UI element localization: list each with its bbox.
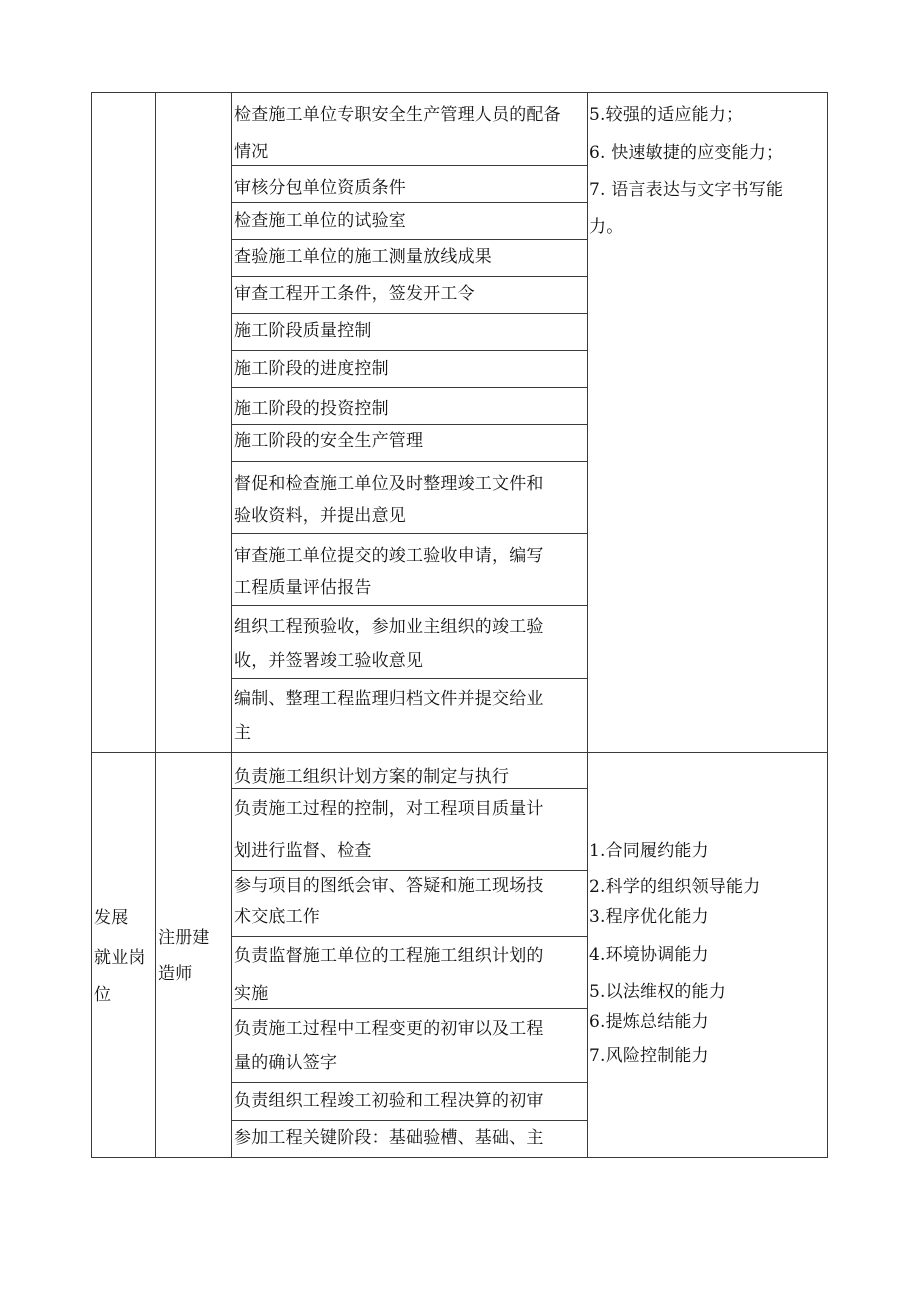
ability-text: 3.程序优化能力 [589,907,709,927]
column-line-3 [231,92,232,1158]
position-text: 注册建 [158,928,210,948]
row-divider [231,1008,587,1009]
duty-text: 查验施工单位的施工测量放线成果 [234,247,492,267]
duty-text: 实施 [234,984,269,1004]
category-text: 就业岗 [94,948,146,968]
row-divider [231,461,587,462]
row-divider [231,165,587,166]
duty-text: 量的确认签字 [234,1053,338,1073]
category-text: 发展 [94,908,129,928]
column-line-5 [827,92,828,1158]
ability-text: 4.环境协调能力 [589,945,709,965]
duty-text: 编制、整理工程监理归档文件并提交给业 [234,689,544,709]
column-line-4 [587,92,588,1158]
ability-text: 2.科学的组织领导能力 [589,877,761,897]
ability-text: 力。 [589,217,624,237]
duty-text: 施工阶段的安全生产管理 [234,431,424,451]
duty-text: 审查施工单位提交的竣工验收申请，编写 [234,546,544,566]
duty-text: 检查施工单位的试验室 [234,211,406,231]
duty-text: 审查工程开工条件，签发开工令 [234,284,475,304]
ability-text: 7.风险控制能力 [589,1046,709,1066]
ability-text: 5.以法维权的能力 [589,982,727,1002]
duty-text: 负责组织工程竣工初验和工程决算的初审 [234,1091,544,1111]
duty-text: 检查施工单位专职安全生产管理人员的配备 [234,105,561,125]
ability-text: 5.较强的适应能力； [589,105,744,125]
duty-text: 参与项目的图纸会审、答疑和施工现场技 [234,876,544,896]
duty-text: 情况 [234,142,269,162]
ability-text: 6. 快速敏捷的应变能力； [589,143,784,163]
duty-text: 参加工程关键阶段：基础验槽、基础、主 [234,1128,544,1148]
duty-text: 验收资料，并提出意见 [234,506,406,526]
ability-text: 6.提炼总结能力 [589,1012,709,1032]
table-top-border [91,92,828,93]
duty-text: 负责监督施工单位的工程施工组织计划的 [234,946,544,966]
duty-text: 术交底工作 [234,907,320,927]
duty-text: 收，并签署竣工验收意见 [234,651,424,671]
duty-text: 主 [234,723,252,743]
duty-text: 划进行监督、检查 [234,841,372,861]
row-divider [231,936,587,937]
duty-text: 施工阶段的进度控制 [234,359,389,379]
column-line-1 [91,92,92,1158]
position-text: 造师 [158,964,193,984]
table-bottom-border [91,1157,828,1158]
duty-text: 施工阶段的投资控制 [234,399,389,419]
duty-text: 负责施工组织计划方案的制定与执行 [234,767,510,787]
category-text: 位 [94,985,112,1005]
duty-text: 负责施工过程中工程变更的初审以及工程 [234,1019,544,1039]
duty-text: 督促和检查施工单位及时整理竣工文件和 [234,474,544,494]
duty-text: 组织工程预验收，参加业主组织的竣工验 [234,617,544,637]
duty-text: 负责施工过程的控制，对工程项目质量计 [234,799,544,819]
ability-text: 1.合同履约能力 [589,841,709,861]
duty-text: 施工阶段质量控制 [234,321,372,341]
duty-text: 审核分包单位资质条件 [234,178,406,198]
duty-text: 工程质量评估报告 [234,578,372,598]
section-divider [91,752,828,753]
column-line-2 [155,92,156,1158]
ability-text: 7. 语言表达与文字书写能 [589,180,784,200]
